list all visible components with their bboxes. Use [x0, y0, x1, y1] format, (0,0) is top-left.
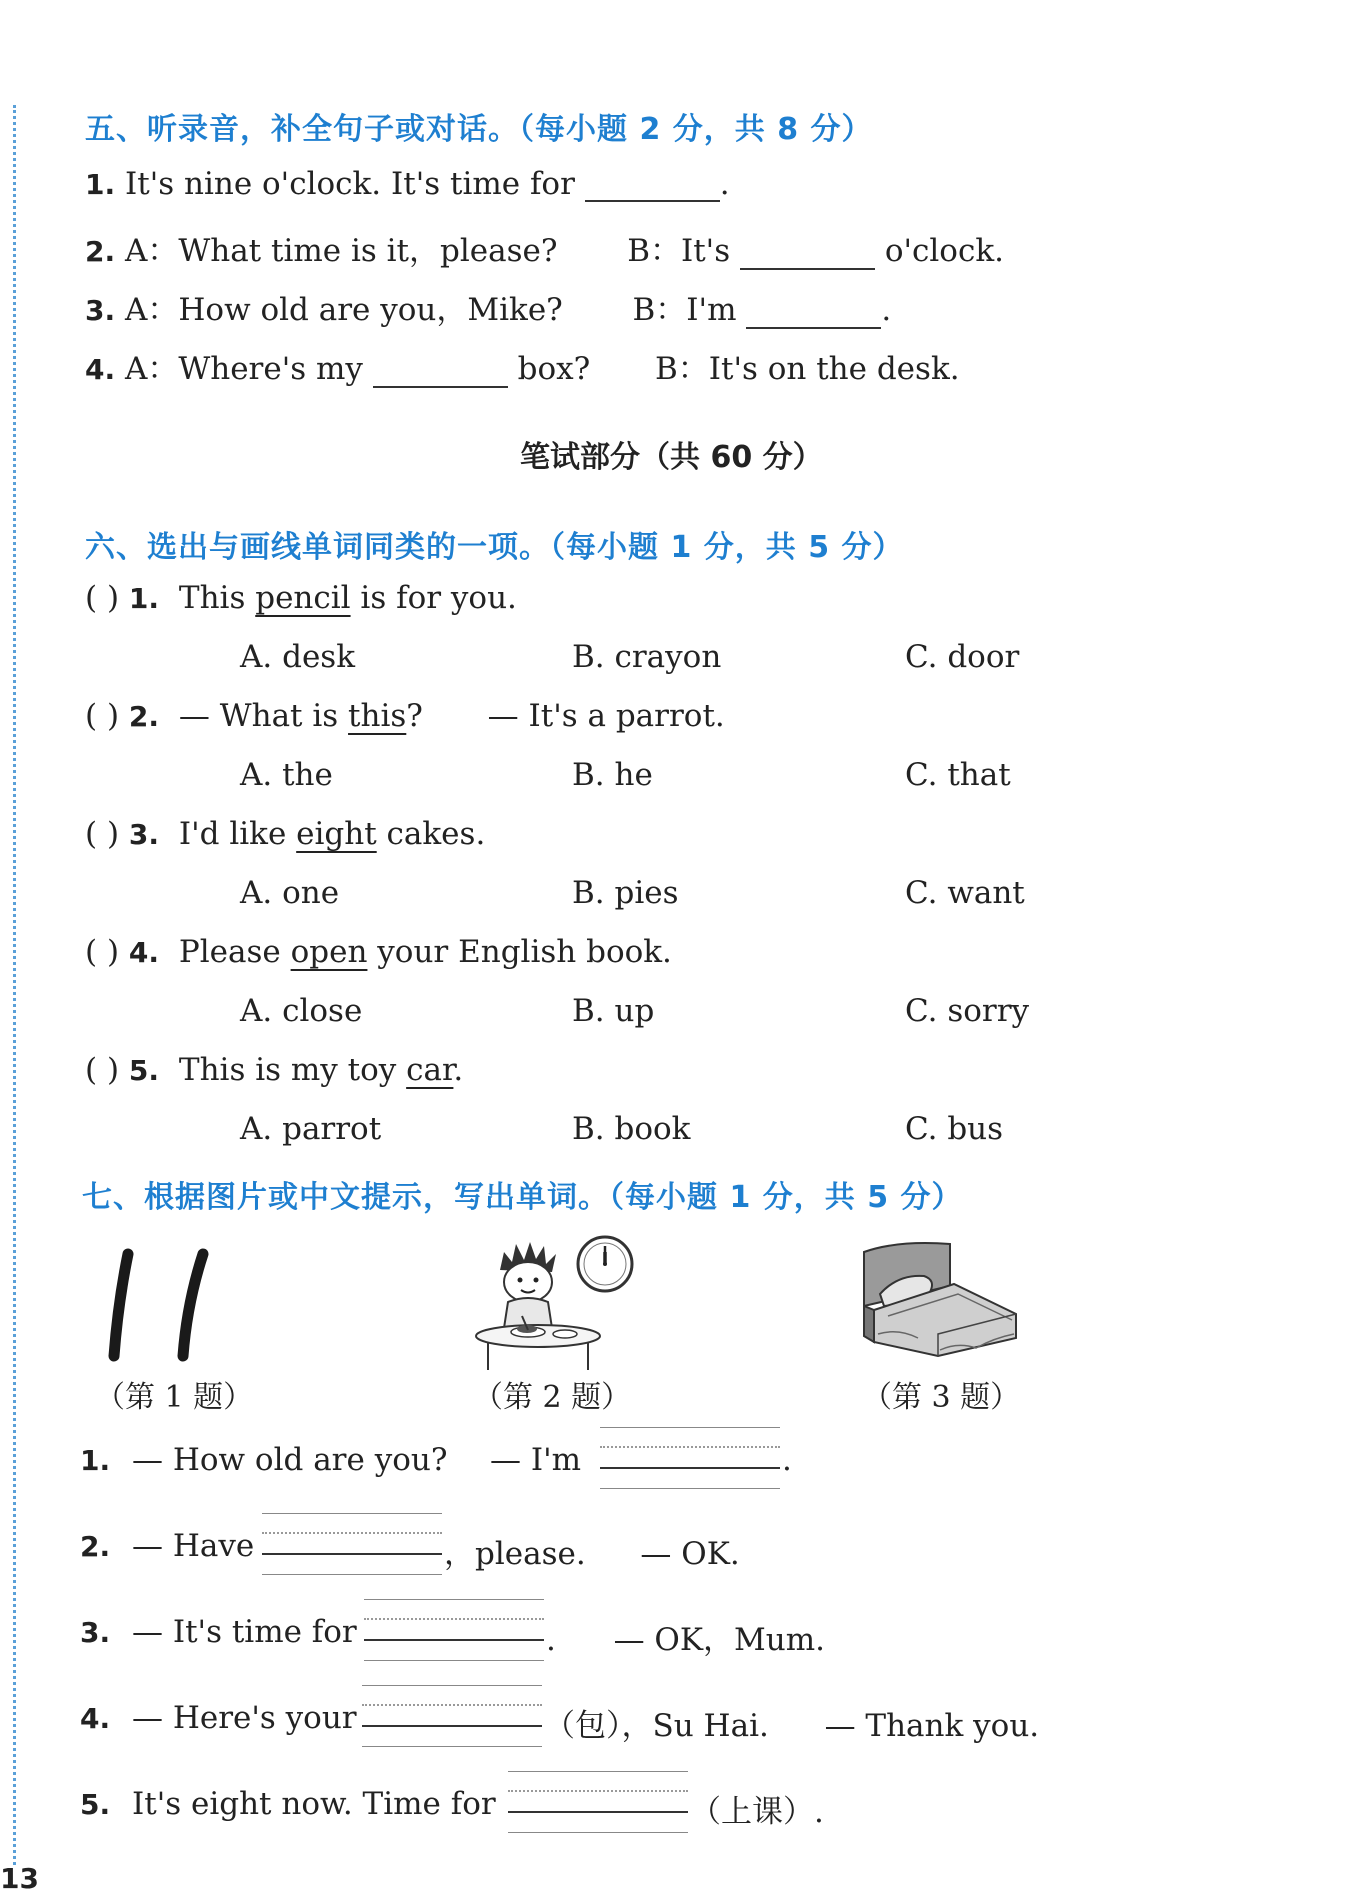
s7-q5 [80, 1786, 496, 1822]
s6-q5-post: . [453, 1052, 464, 1088]
s6-q1-num: 1. [128, 582, 160, 615]
s5-q2-blank[interactable] [740, 236, 875, 270]
s5-q3-num: 3. [85, 294, 116, 327]
s7-q1-pre: — How old are you? [131, 1442, 448, 1478]
s6-q4-underlined: open [290, 934, 368, 970]
s5-q2-a: A：What time is it，please? [124, 233, 558, 269]
s6-q4-option-b[interactable]: B. up [572, 993, 655, 1029]
s5-q1-text: It's nine o'clock. It's time for [124, 166, 575, 202]
bed-image [858, 1238, 1023, 1363]
s7-q4-num: 4. [80, 1702, 111, 1735]
s6-q3-num: 3. [128, 818, 160, 851]
s6-q5-option-a[interactable]: A. parrot [240, 1111, 382, 1147]
page-number: 13 [0, 1862, 39, 1895]
writing-grid-line [364, 1618, 544, 1620]
s6-q1-underlined: pencil [255, 580, 351, 616]
written-part-title: 笔试部分（共 60 分） [520, 440, 823, 475]
s6-q1-option-c[interactable]: C. door [905, 639, 1020, 675]
answer-bracket[interactable]: ( ) [85, 698, 120, 734]
writing-grid-baseline[interactable] [508, 1811, 688, 1813]
s6-q1 [85, 580, 517, 616]
writing-grid-baseline[interactable] [262, 1553, 442, 1555]
s6-q4-option-a[interactable]: A. close [240, 993, 363, 1029]
s5-q3-b: B：I'm [632, 292, 737, 328]
writing-grid-baseline[interactable] [364, 1639, 544, 1641]
caption-q3: （第 3 题） [862, 1380, 1021, 1415]
s5-q2-b-post: o'clock. [884, 233, 1004, 269]
s5-q2-b: B：It's [627, 233, 731, 269]
binding-margin-line [13, 105, 16, 1865]
clock-icon [578, 1237, 632, 1291]
s6-q2-pre: — What is [178, 698, 349, 734]
s5-q4-blank[interactable] [373, 354, 508, 388]
s5-q3-a: A：How old are you，Mike? [124, 292, 563, 328]
s6-q1-pre: This [178, 580, 256, 616]
writing-grid-baseline[interactable] [600, 1467, 780, 1469]
writing-grid-line [364, 1599, 544, 1600]
s7-q1-num: 1. [80, 1444, 111, 1477]
boy-eating-breakfast-image [470, 1232, 640, 1372]
s5-q3-post: . [881, 292, 892, 328]
writing-grid-line [262, 1574, 442, 1575]
s7-q1-response: — I'm [490, 1442, 582, 1478]
s6-q2-underlined: this [348, 698, 407, 734]
s6-q2-option-a[interactable]: A. the [240, 757, 333, 793]
s7-q3-pre: — It's time for [131, 1614, 357, 1650]
s5-q4-b: B：It's on the desk. [654, 351, 960, 387]
writing-grid-line [262, 1532, 442, 1534]
s6-q5 [85, 1052, 463, 1088]
eleven-strokes-image [100, 1248, 230, 1363]
s7-q1 [80, 1442, 447, 1478]
caption-q1: （第 1 题） [95, 1380, 254, 1415]
s5-q1-blank[interactable] [585, 168, 720, 202]
s6-q2-response: — It's a parrot. [487, 698, 725, 734]
s7-q4-post [544, 1700, 1039, 1745]
s6-q5-pre: This is my toy [178, 1052, 407, 1088]
caption-q2: （第 2 题） [473, 1380, 632, 1415]
s7-q5-post: （上课）. [690, 1794, 824, 1830]
s7-q3-num: 3. [80, 1616, 111, 1649]
s6-q2-num: 2. [128, 700, 160, 733]
answer-bracket[interactable]: ( ) [85, 934, 120, 970]
s7-q4-pre: — Here's your [131, 1700, 357, 1736]
s6-q1-post: is for you. [350, 580, 517, 616]
writing-grid-baseline[interactable] [362, 1725, 542, 1727]
writing-grid-line [508, 1790, 688, 1792]
s6-q1-option-a[interactable]: A. desk [240, 639, 355, 675]
writing-grid-line [508, 1771, 688, 1772]
s7-q2-post [444, 1528, 740, 1573]
s5-q4 [85, 343, 960, 388]
s7-q3-response: — OK，Mum. [613, 1622, 825, 1658]
s7-q4-response: — Thank you. [824, 1708, 1040, 1744]
s5-q4-num: 4. [85, 353, 116, 386]
writing-grid-line [508, 1832, 688, 1833]
s7-q2-pre: — Have [131, 1528, 255, 1564]
s6-q3-underlined: eight [296, 816, 377, 852]
s6-q3-option-a[interactable]: A. one [240, 875, 340, 911]
s5-q3 [85, 284, 891, 329]
section7-title: 七、根据图片或中文提示，写出单词。（每小题 1 分，共 5 分） [82, 1180, 963, 1215]
s7-q4-post-text: （包），Su Hai. [544, 1708, 769, 1744]
s7-q3-post [546, 1614, 825, 1659]
s7-q2-post-text: ，please. [444, 1536, 586, 1572]
s7-q1-post: . [782, 1442, 792, 1478]
answer-bracket[interactable]: ( ) [85, 580, 120, 616]
writing-grid-line [362, 1685, 542, 1686]
writing-grid-line [364, 1660, 544, 1661]
s5-q4-mid: box? [517, 351, 591, 387]
s5-q2 [85, 225, 1004, 270]
s6-q2-option-b[interactable]: B. he [572, 757, 653, 793]
writing-grid-line [262, 1513, 442, 1514]
s6-q1-option-b[interactable]: B. crayon [572, 639, 722, 675]
s6-q2 [85, 698, 725, 734]
s6-q3-option-c[interactable]: C. want [905, 875, 1025, 911]
s6-q2-option-c[interactable]: C. that [905, 757, 1011, 793]
s7-q2-num: 2. [80, 1530, 111, 1563]
s7-q5-num: 5. [80, 1788, 111, 1821]
s7-q3 [80, 1614, 357, 1650]
s7-q5-pre: It's eight now. Time for [131, 1786, 496, 1822]
s7-q2 [80, 1528, 254, 1564]
s5-q1-post: . [719, 166, 730, 202]
s6-q4-pre: Please [178, 934, 291, 970]
s7-q3-post-text: . [546, 1622, 556, 1658]
answer-bracket[interactable]: ( ) [85, 816, 120, 852]
s5-q1-num: 1. [85, 168, 116, 201]
writing-grid-line [362, 1746, 542, 1747]
writing-grid-line [600, 1446, 780, 1448]
writing-grid-line [600, 1488, 780, 1489]
section5-title: 五、听录音，补全句子或对话。（每小题 2 分，共 8 分） [85, 112, 873, 147]
section6-title: 六、选出与画线单词同类的一项。（每小题 1 分，共 5 分） [85, 530, 904, 565]
s6-q4-post: your English book. [367, 934, 672, 970]
s6-q5-option-b[interactable]: B. book [572, 1111, 691, 1147]
s5-q4-a: A：Where's my [124, 351, 363, 387]
s6-q2-post: ? [406, 698, 423, 734]
s6-q4-num: 4. [128, 936, 160, 969]
s5-q1 [85, 166, 730, 202]
s5-q2-num: 2. [85, 235, 116, 268]
s6-q3 [85, 816, 485, 852]
answer-bracket[interactable]: ( ) [85, 1052, 120, 1088]
s6-q4-option-c[interactable]: C. sorry [905, 993, 1030, 1029]
s6-q4 [85, 934, 672, 970]
s6-q5-num: 5. [128, 1054, 160, 1087]
s6-q3-option-b[interactable]: B. pies [572, 875, 679, 911]
s6-q3-post: cakes. [376, 816, 486, 852]
s6-q3-pre: I'd like [178, 816, 297, 852]
writing-grid-line [600, 1427, 780, 1428]
s6-q5-underlined: car [406, 1052, 454, 1088]
s7-q4 [80, 1700, 357, 1736]
writing-grid-line [362, 1704, 542, 1706]
s5-q3-blank[interactable] [746, 295, 881, 329]
s7-q2-response: — OK. [640, 1536, 740, 1572]
s6-q5-option-c[interactable]: C. bus [905, 1111, 1004, 1147]
